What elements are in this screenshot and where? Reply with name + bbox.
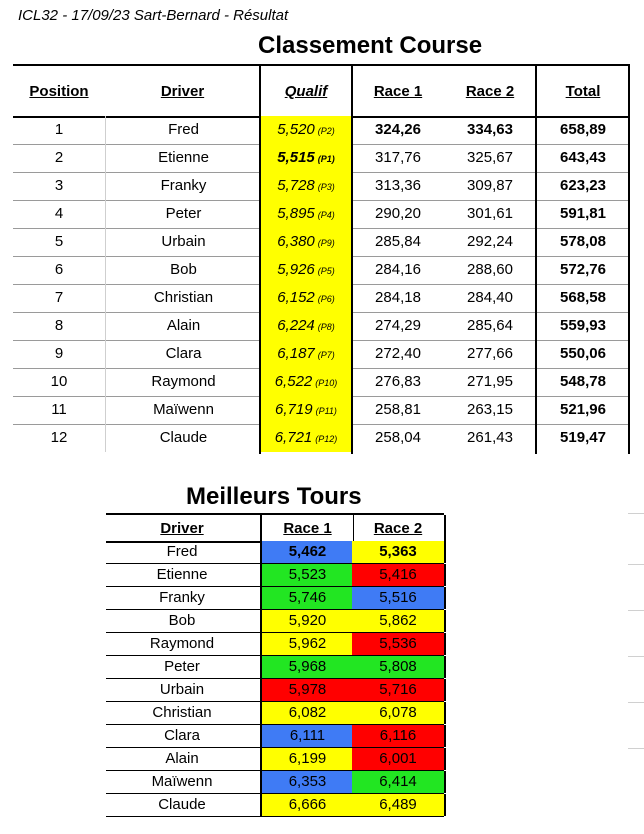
driver-cell[interactable]: Alain [165, 750, 199, 767]
gridline [628, 656, 644, 657]
qualif-cell[interactable] [260, 312, 352, 340]
divider [628, 64, 630, 454]
qualif-time: 6,152 [277, 289, 315, 306]
total-cell[interactable]: 572,76 [560, 261, 606, 278]
meilleurs-table [106, 513, 444, 817]
qualif-time: 6,380 [277, 233, 315, 250]
race1-cell[interactable]: 5,968 [260, 656, 354, 678]
qualif-rank: (P5) [317, 266, 335, 276]
qualif-time: 5,520 [277, 121, 315, 138]
race2-cell[interactable]: 271,95 [467, 373, 513, 390]
race1-cell[interactable]: 324,26 [375, 121, 421, 138]
driver-cell[interactable]: Etienne [105, 144, 261, 172]
race1-cell[interactable]: 284,16 [375, 261, 421, 278]
qualif-cell[interactable] [260, 116, 352, 144]
race1-cell[interactable]: 5,523 [260, 564, 354, 586]
table-row [106, 610, 444, 633]
driver-cell[interactable]: Maïwenn [151, 773, 213, 790]
qualif-cell[interactable] [260, 284, 352, 312]
qualif-cell[interactable] [260, 172, 352, 200]
table-row [13, 284, 630, 313]
table-row [106, 725, 444, 748]
qualif-rank: (P2) [317, 126, 335, 136]
table-row [106, 679, 444, 702]
qualif-rank: (P7) [317, 350, 335, 360]
header-driver[interactable]: Driver [160, 520, 204, 537]
total-cell[interactable]: 559,93 [560, 317, 606, 334]
driver-cell[interactable]: Bob [168, 612, 196, 629]
driver-cell[interactable]: Peter [164, 658, 200, 675]
race2-cell[interactable]: 6,116 [352, 725, 446, 747]
total-cell[interactable]: 658,89 [560, 121, 606, 138]
qualif-rank: (P11) [315, 406, 337, 416]
qualif-cell[interactable] [260, 144, 352, 172]
table-row [106, 656, 444, 679]
total-cell[interactable]: 550,06 [560, 345, 606, 362]
header-total[interactable]: Total [565, 83, 601, 100]
race2-cell[interactable]: 301,61 [467, 205, 513, 222]
race1-cell[interactable]: 274,29 [375, 317, 421, 334]
header-race1[interactable]: Race 1 [260, 515, 354, 541]
position-cell[interactable]: 1 [54, 121, 64, 138]
race2-cell[interactable]: 284,40 [467, 289, 513, 306]
qualif-cell[interactable] [260, 256, 352, 284]
classement-table [13, 64, 630, 454]
meilleurs-title: Meilleurs Tours [186, 483, 362, 510]
table-row [13, 256, 630, 285]
table-row [13, 116, 630, 145]
gridline [628, 702, 644, 703]
table-row [13, 312, 630, 341]
divider [259, 64, 261, 454]
race1-cell[interactable]: 290,20 [375, 205, 421, 222]
classement-title: Classement Course [258, 32, 483, 59]
qualif-time: 6,721 [274, 429, 313, 446]
position-cell[interactable]: 7 [54, 289, 64, 306]
qualif-rank: (P6) [317, 294, 335, 304]
race2-cell[interactable]: 5,516 [352, 587, 446, 609]
qualif-rank: (P8) [317, 322, 335, 332]
race1-cell[interactable]: 258,04 [375, 429, 421, 446]
qualif-time: 5,728 [277, 177, 315, 194]
table-row [106, 564, 444, 587]
qualif-cell[interactable] [260, 200, 352, 228]
driver-cell[interactable]: Clara [105, 340, 261, 368]
race2-cell[interactable]: 334,63 [467, 121, 513, 138]
position-cell[interactable]: 11 [51, 401, 67, 418]
driver-cell[interactable]: Christian [152, 704, 212, 721]
race1-cell[interactable]: 5,462 [260, 541, 354, 563]
qualif-time: 5,895 [277, 205, 315, 222]
race1-cell[interactable]: 284,18 [375, 289, 421, 306]
header-race1[interactable]: Race 1 [373, 83, 423, 100]
position-cell[interactable]: 12 [50, 429, 68, 446]
qualif-rank: (P9) [317, 238, 335, 248]
qualif-rank: (P10) [315, 378, 338, 388]
header-qualif[interactable]: Qualif [284, 83, 328, 100]
race1-cell[interactable]: 6,666 [260, 794, 354, 816]
gridline [628, 610, 644, 611]
qualif-rank: (P4) [317, 210, 335, 220]
total-cell[interactable]: 623,23 [560, 177, 606, 194]
position-cell[interactable]: 4 [54, 205, 64, 222]
race1-cell[interactable]: 272,40 [375, 345, 421, 362]
table-row [106, 794, 444, 817]
table-row [13, 368, 630, 397]
position-cell[interactable]: 3 [54, 177, 64, 194]
race1-cell[interactable]: 6,353 [260, 771, 354, 793]
position-cell[interactable]: 8 [54, 317, 64, 334]
total-cell[interactable]: 521,96 [560, 401, 606, 418]
race2-cell[interactable]: 277,66 [467, 345, 513, 362]
qualif-time: 5,515 [277, 149, 315, 166]
total-cell[interactable]: 568,58 [560, 289, 606, 306]
header-race2[interactable]: Race 2 [352, 515, 446, 541]
qualif-rank: (P3) [317, 182, 335, 192]
table-row [106, 541, 444, 564]
race2-cell[interactable]: 288,60 [467, 261, 513, 278]
table-row [106, 587, 444, 610]
sheet-header: ICL32 - 17/09/23 Sart-Bernard - Résultat [18, 7, 289, 24]
race2-cell[interactable]: 5,862 [352, 610, 446, 632]
driver-cell[interactable]: Claude [158, 796, 206, 813]
table-row [106, 771, 444, 794]
race1-cell[interactable]: 313,36 [375, 177, 421, 194]
race2-cell[interactable]: 261,43 [467, 429, 513, 446]
table-row [13, 424, 630, 452]
race2-cell[interactable]: 6,078 [352, 702, 446, 724]
race1-cell[interactable]: 5,962 [260, 633, 354, 655]
table-row [13, 396, 630, 425]
qualif-rank: (P1) [317, 154, 335, 164]
driver-cell[interactable]: Alain [105, 312, 261, 340]
table-row [13, 228, 630, 257]
qualif-cell[interactable] [260, 368, 352, 396]
gridline [628, 564, 644, 565]
position-cell[interactable]: 6 [54, 261, 64, 278]
race2-cell[interactable]: 5,363 [352, 541, 446, 563]
race2-cell[interactable]: 5,716 [352, 679, 446, 701]
qualif-time: 6,522 [274, 373, 313, 390]
table-row [13, 200, 630, 229]
divider [351, 64, 353, 454]
qualif-time: 6,187 [277, 345, 315, 362]
classement-header-row [13, 64, 630, 118]
driver-cell[interactable]: Clara [164, 727, 200, 744]
driver-cell[interactable]: Bob [105, 256, 261, 284]
race2-cell[interactable]: 5,808 [352, 656, 446, 678]
table-row [106, 702, 444, 725]
driver-cell[interactable]: Peter [105, 200, 261, 228]
table-row [106, 633, 444, 656]
race2-cell[interactable]: 285,64 [467, 317, 513, 334]
race1-cell[interactable]: 5,746 [260, 587, 354, 609]
total-cell[interactable]: 643,43 [560, 149, 606, 166]
race1-cell[interactable]: 5,978 [260, 679, 354, 701]
position-cell[interactable]: 2 [54, 149, 64, 166]
driver-cell[interactable]: Raymond [105, 368, 261, 396]
race1-cell[interactable]: 285,84 [375, 233, 421, 250]
driver-cell[interactable]: Franky [105, 172, 261, 200]
qualif-time: 6,719 [275, 401, 313, 418]
table-row [13, 144, 630, 173]
race1-cell[interactable]: 6,199 [260, 748, 354, 770]
total-cell[interactable]: 591,81 [560, 205, 606, 222]
race2-cell[interactable]: 6,414 [352, 771, 446, 793]
table-row [13, 172, 630, 201]
race1-cell[interactable]: 276,83 [375, 373, 421, 390]
race2-cell[interactable]: 292,24 [467, 233, 513, 250]
position-cell[interactable]: 5 [54, 233, 64, 250]
race1-cell[interactable]: 6,111 [260, 725, 354, 747]
qualif-time: 6,224 [277, 317, 315, 334]
race2-cell[interactable]: 6,489 [352, 794, 446, 816]
gridline [628, 748, 644, 749]
divider [535, 64, 537, 454]
driver-cell[interactable]: Maïwenn [105, 396, 261, 424]
qualif-rank: (P12) [315, 434, 338, 444]
driver-cell[interactable]: Claude [105, 424, 261, 452]
race2-cell[interactable]: 5,416 [352, 564, 446, 586]
qualif-time: 5,926 [277, 261, 315, 278]
race1-cell[interactable]: 6,082 [260, 702, 354, 724]
gridline [628, 513, 644, 514]
total-cell[interactable]: 578,08 [560, 233, 606, 250]
driver-cell[interactable]: Urbain [159, 681, 205, 698]
race2-cell[interactable]: 325,67 [467, 149, 513, 166]
header-position[interactable]: Position [29, 83, 89, 100]
driver-cell[interactable]: Urbain [105, 228, 261, 256]
race2-cell[interactable]: 6,001 [352, 748, 446, 770]
header-race2[interactable]: Race 2 [465, 83, 515, 100]
total-cell[interactable]: 548,78 [560, 373, 606, 390]
race1-cell[interactable]: 258,81 [375, 401, 421, 418]
driver-cell[interactable]: Fred [166, 543, 198, 560]
race1-cell[interactable]: 317,76 [375, 149, 421, 166]
header-driver[interactable]: Driver [160, 83, 205, 100]
position-cell[interactable]: 10 [50, 373, 68, 390]
qualif-cell[interactable] [260, 340, 352, 368]
position-cell[interactable]: 9 [54, 345, 64, 362]
qualif-cell[interactable] [260, 228, 352, 256]
race2-cell[interactable]: 263,15 [467, 401, 513, 418]
driver-cell[interactable]: Franky [159, 589, 205, 606]
race2-cell[interactable]: 309,87 [467, 177, 513, 194]
table-row [13, 340, 630, 369]
qualif-cell[interactable] [260, 424, 352, 452]
qualif-cell[interactable] [260, 396, 352, 424]
race1-cell[interactable]: 5,920 [260, 610, 354, 632]
meilleurs-header-row [106, 513, 444, 543]
race2-cell[interactable]: 5,536 [352, 633, 446, 655]
driver-cell[interactable]: Fred [105, 116, 261, 144]
table-row [106, 748, 444, 771]
total-cell[interactable]: 519,47 [560, 429, 606, 446]
driver-cell[interactable]: Raymond [149, 635, 215, 652]
driver-cell[interactable]: Etienne [156, 566, 208, 583]
driver-cell[interactable]: Christian [105, 284, 261, 312]
